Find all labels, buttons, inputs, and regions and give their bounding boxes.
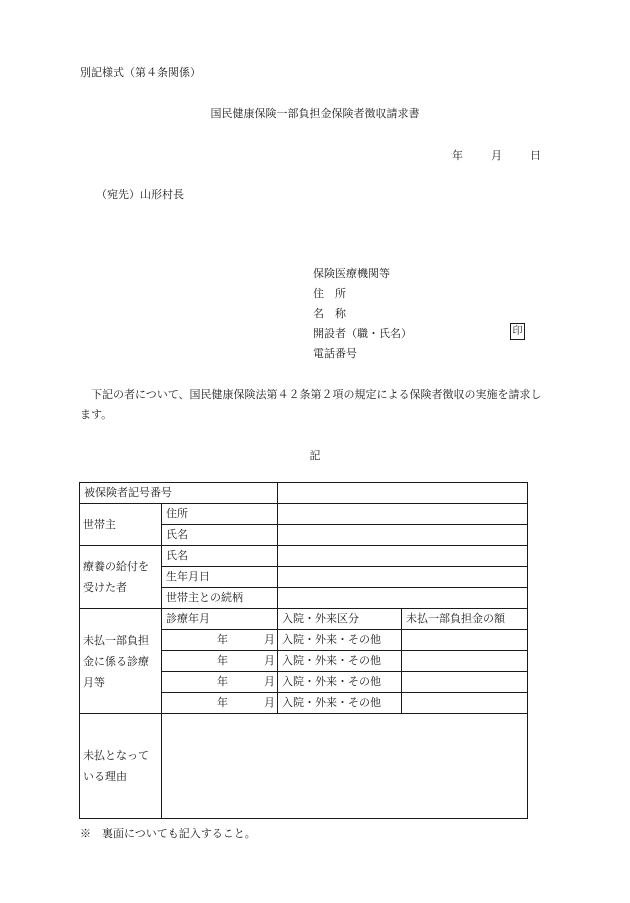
householder-name-label: 氏名: [162, 525, 278, 546]
unpaid-amount-field[interactable]: [402, 693, 528, 714]
table-row: [80, 714, 528, 819]
treatment-month-cell[interactable]: [162, 630, 278, 651]
householder-name-field[interactable]: [278, 525, 528, 546]
col-header-type: 入院・外来区分: [278, 609, 402, 630]
unpaid-amount-field[interactable]: [402, 630, 528, 651]
phone-label: 電話番号: [313, 347, 357, 360]
reason-label: 未払となっている理由: [80, 714, 162, 819]
visit-type-cell[interactable]: 入院・外来・その他: [278, 693, 402, 714]
visit-type-cell[interactable]: 入院・外来・その他: [278, 672, 402, 693]
recipient-name-field[interactable]: [278, 546, 528, 567]
month-unit: 月: [264, 696, 275, 709]
recipient-relation-label: 世帯主との続柄: [162, 588, 278, 609]
visit-type-cell[interactable]: 入院・外来・その他: [278, 630, 402, 651]
month-unit: 月: [264, 675, 275, 688]
seal-mark: 印: [510, 323, 525, 340]
name-label: 名 称: [313, 307, 346, 320]
year-unit: 年: [217, 654, 228, 667]
recipient-birthdate-label: 生年月日: [162, 567, 278, 588]
unpaid-amount-field[interactable]: [402, 672, 528, 693]
date-line: [452, 147, 541, 163]
recipient-relation-field[interactable]: [278, 588, 528, 609]
year-unit: 年: [217, 633, 228, 646]
address-label: 住 所: [313, 287, 346, 300]
visit-type-cell[interactable]: 入院・外来・その他: [278, 651, 402, 672]
treatment-month-cell[interactable]: [162, 693, 278, 714]
table-row: [80, 483, 528, 504]
month-unit: 月: [264, 654, 275, 667]
treatment-month-cell[interactable]: [162, 672, 278, 693]
insured-number-field[interactable]: [278, 483, 528, 504]
year-unit: 年: [217, 696, 228, 709]
table-row: [80, 504, 528, 525]
month-unit: 月: [264, 633, 275, 646]
institution-label: 保険医療機関等: [313, 267, 390, 280]
form-number: 別記様式（第４条関係）: [80, 66, 201, 79]
request-body-text: 下記の者について、国民健康保険法第４２条第２項の規定による保険者徴収の実施を請求します。: [80, 388, 542, 421]
col-header-month: 診療年月: [162, 609, 278, 630]
table-row: [80, 546, 528, 567]
table-row: [80, 609, 528, 630]
founder-label: 開設者（職・氏名）: [313, 327, 412, 340]
recipient-name-label: 氏名: [162, 546, 278, 567]
claim-table: [79, 482, 528, 819]
date-month-label: 月: [491, 149, 502, 162]
householder-label: 世帯主: [80, 504, 162, 546]
addressee: （宛先）山形村長: [96, 188, 184, 201]
recipient-label: 療養の給付を受けた者: [80, 546, 162, 609]
householder-address-field[interactable]: [278, 504, 528, 525]
unpaid-amount-field[interactable]: [402, 651, 528, 672]
reason-field[interactable]: [162, 714, 528, 819]
date-day-label: 日: [530, 149, 541, 162]
householder-address-label: 住所: [162, 504, 278, 525]
ki-heading: 記: [309, 449, 321, 462]
insured-number-label: 被保険者記号番号: [80, 483, 278, 504]
treatment-month-cell[interactable]: [162, 651, 278, 672]
recipient-birthdate-field[interactable]: [278, 567, 528, 588]
document-title: 国民健康保険一部負担金保険者徴収請求書: [210, 107, 420, 120]
date-year-label: 年: [452, 149, 463, 162]
year-unit: 年: [217, 675, 228, 688]
footnote: ※ 裏面についても記入すること。: [80, 827, 256, 840]
unpaid-label: 未払一部負担金に係る診療月等: [80, 609, 162, 714]
col-header-amount: 未払一部負担金の額: [402, 609, 528, 630]
